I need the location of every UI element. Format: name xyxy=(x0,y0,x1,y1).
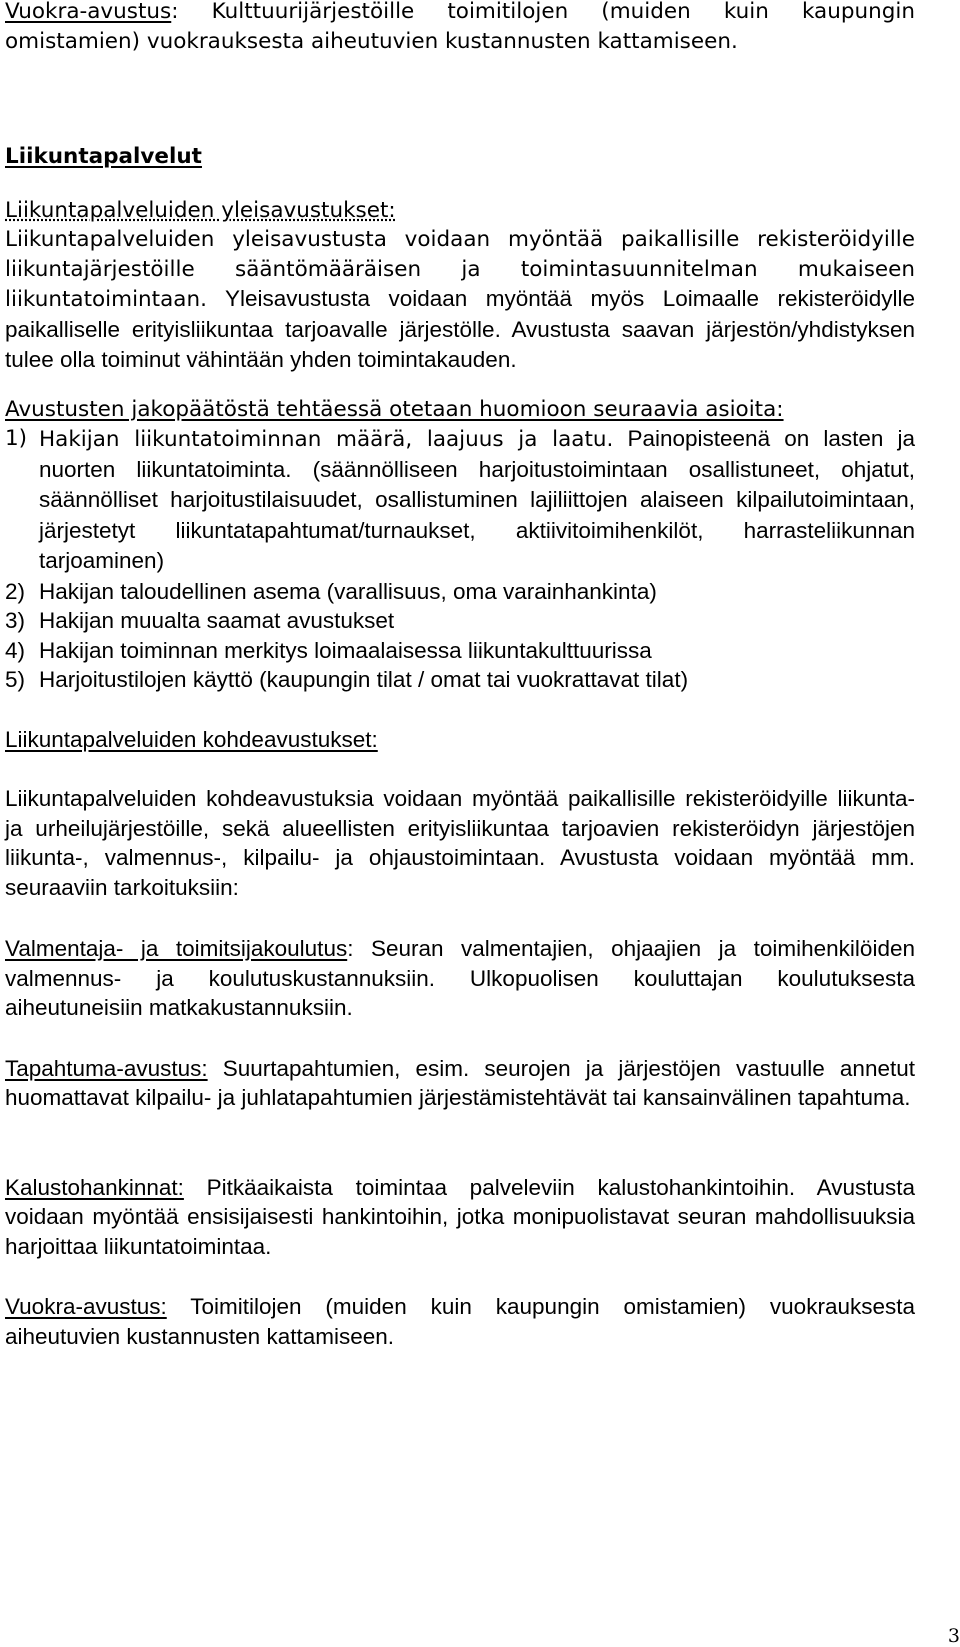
criteria-list xyxy=(5,424,915,695)
intro-paragraph xyxy=(5,0,915,56)
coach-paragraph xyxy=(5,934,915,1023)
list-item-text-b: Painopisteenä on lasten ja nuorten liikuntatoiminta. xyxy=(39,426,915,482)
list-item-text: Hakijan taloudellinen asema (varallisuus, oma varainhankinta) xyxy=(39,578,657,604)
page-number: 3 xyxy=(947,1625,960,1647)
criteria-title: Avustusten jakopäätöstä tehtäessä otetaan huomioon seuraavia asioita: xyxy=(5,396,784,422)
event-label: Tapahtuma-avustus: xyxy=(5,1055,208,1081)
event-text: Suurtapahtumien, esim. seurojen ja järjestöjen vastuulle annetut huomattavat kilpailu- ja juhlatapahtumien järjestämistehtävät tai kansainvälinen tapahtuma. xyxy=(5,1055,915,1110)
list-item xyxy=(5,606,915,636)
list-item-text: Hakijan toiminnan merkitys loimaalaisessa liikuntakulttuurissa xyxy=(39,637,652,663)
intro-text: : Kulttuurijärjestöille toimitilojen (muiden kuin kaupungin omistamien) vuokrauksesta aiheutuvien kustannusten kattamiseen. xyxy=(5,0,915,54)
general-text-a: Liikuntapalveluiden yleisavustusta voidaan myöntää paikallisille rekisteröidyille liikuntajärjestöille sääntömääräisen ja toimintasuunnitelman mukaiseen liikuntatoimintaan. xyxy=(5,227,915,312)
equipment-paragraph xyxy=(5,1173,915,1262)
general-paragraph xyxy=(5,225,915,376)
general-text-b: Yleisavustusta voidaan myöntää myös Loimaalle rekisteröidylle paikalliselle erityisliikuntaa tarjoavalle järjestölle. xyxy=(5,286,915,342)
general-text-c: Avustusta saavan järjestön/yhdistyksen tulee olla toiminut vähintään yhden toimintakauden. xyxy=(5,316,915,372)
list-item-text-c: (säännölliseen harjoitustoimintaan osallistuneet, ohjatut, säännölliset harjoitustilaisuudet, osallistuminen lajiliittojen alaiseen kilpailutoimintaan, järjestetyt liikuntatapahtumat/turnaukset, aktiivitoimihenkilöt, harrasteliikunnan tarjoaminen) xyxy=(39,456,916,573)
list-item-text: Harjoitustilojen käyttö (kaupungin tilat / omat tai vuokrattavat tilat) xyxy=(39,667,689,692)
general-title: Liikuntapalveluiden yleisavustukset: xyxy=(5,197,396,223)
targeted-title: Liikuntapalveluiden kohdeavustukset: xyxy=(5,726,378,752)
list-item-number: 2) xyxy=(5,578,26,604)
coach-label: Valmentaja- ja toimitsijakoulutus xyxy=(5,936,348,961)
list-item-number: 1) xyxy=(5,426,28,451)
list-item-number: 4) xyxy=(5,637,26,663)
rent-label: Vuokra-avustus: xyxy=(5,1294,167,1319)
equipment-text: Pitkäaikaista toimintaa palveleviin kalustohankintoihin. Avustusta voidaan myöntää ensisijaisesti hankintoihin, jotka monipuolistavat seuran mahdollisuuksia harjoittaa liikuntatoimintaa. xyxy=(5,1174,915,1259)
list-item-number: 5) xyxy=(5,667,26,692)
list-item xyxy=(5,636,915,666)
document-page xyxy=(5,0,915,1351)
equipment-label: Kalustohankinnat: xyxy=(5,1174,184,1200)
list-item-text-a: Hakijan liikuntatoiminnan määrä, laajuus ja laatu. xyxy=(39,427,614,452)
rent-paragraph xyxy=(5,1292,915,1351)
section-title: Liikuntapalvelut xyxy=(5,144,202,169)
targeted-paragraph: Liikuntapalveluiden kohdeavustuksia voidaan myöntää paikallisille rekisteröidyille liikunta- ja urheilujärjestöille, sekä alueellisten erityisliikuntaa tarjoavien rekisteröidyn järjestöjen liikunta-, valmennus-, kilpailu- ja ohjaustoimintaan. Avustusta voidaan myöntää mm. seuraaviin tarkoituksiin: xyxy=(5,786,915,900)
list-item xyxy=(5,665,915,695)
list-item-text: Hakijan muualta saamat avustukset xyxy=(39,608,395,633)
event-paragraph xyxy=(5,1054,915,1113)
coach-text: Seuran valmentajien, ohjaajien ja toimihenkilöiden valmennus- ja koulutuskustannuksiin. Ulkopuolisen kouluttajan koulutuksesta aiheutuneisiin matkakustannuksiin. xyxy=(5,936,915,1020)
coach-sep: : xyxy=(347,936,354,961)
intro-label: Vuokra-avustus xyxy=(5,0,172,24)
list-item xyxy=(5,424,915,577)
list-item xyxy=(5,577,915,607)
list-item-text xyxy=(39,424,915,577)
list-item-number: 3) xyxy=(5,608,26,633)
rent-text: Toimitilojen (muiden kuin kaupungin omistamien) vuokrauksesta aiheutuvien kustannusten kattamiseen. xyxy=(5,1294,915,1349)
